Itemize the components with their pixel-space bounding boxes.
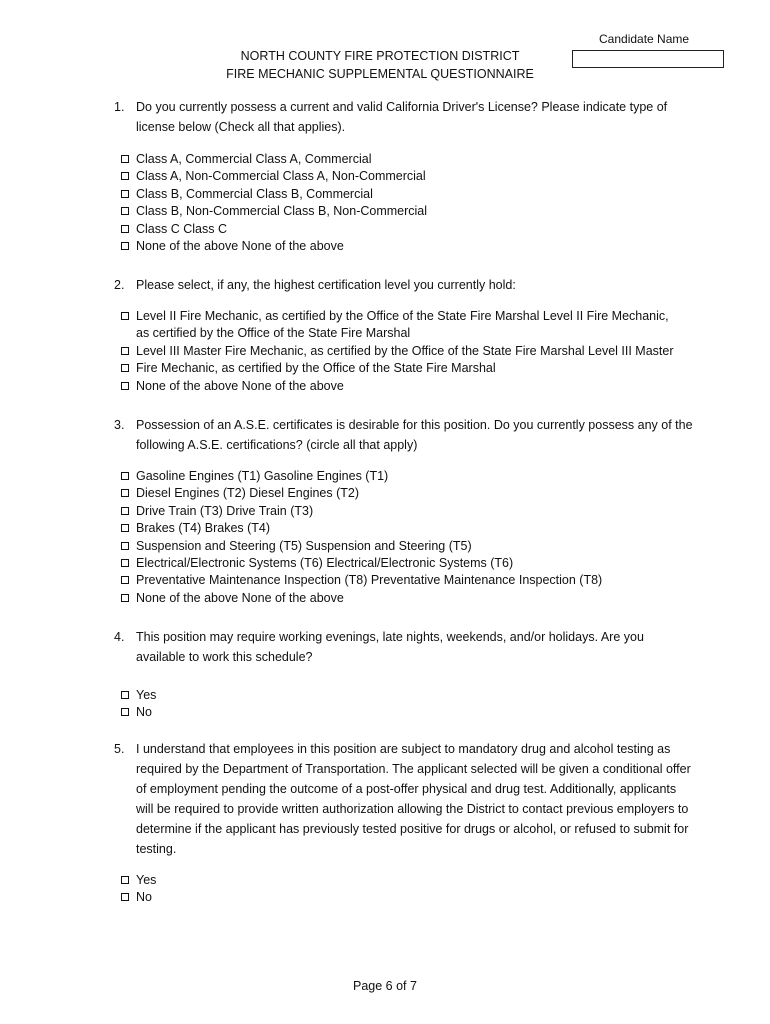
checkbox-icon[interactable] [121, 507, 129, 515]
question-4-options [120, 687, 700, 722]
page-number: Page 6 of 7 [353, 979, 417, 993]
question-4 [114, 627, 694, 667]
checkbox-icon[interactable] [121, 489, 129, 497]
checkbox-icon[interactable] [121, 893, 129, 901]
option-item[interactable] [120, 572, 700, 589]
checkbox-icon[interactable] [121, 225, 129, 233]
checkbox-icon[interactable] [121, 524, 129, 532]
question-number: 3. [114, 418, 125, 432]
checkbox-icon[interactable] [121, 155, 129, 163]
option-item[interactable] [120, 378, 685, 395]
candidate-name-label: Candidate Name [599, 32, 690, 46]
option-item[interactable] [120, 555, 700, 572]
option-label: Class C Class C [136, 221, 227, 236]
option-label: Class B, Non-Commercial Class B, Non-Commercial [136, 204, 428, 219]
option-item[interactable] [120, 520, 700, 537]
option-item[interactable] [120, 687, 700, 704]
option-label: None of the above None of the above [136, 378, 344, 393]
option-label: Drive Train (T3) Drive Train (T3) [136, 503, 314, 518]
option-item[interactable] [120, 503, 700, 520]
checkbox-icon[interactable] [121, 559, 129, 567]
checkbox-icon[interactable] [121, 576, 129, 584]
option-label: Class B, Commercial Class B, Commercial [136, 186, 373, 201]
question-number: 1. [114, 100, 125, 114]
question-text: Possession of an A.S.E. certificates is desirable for this position. Do you currently possess any of the following A.S.E. certifications? (circle all that apply) [136, 418, 693, 452]
option-label: Gasoline Engines (T1) Gasoline Engines (T1) [136, 469, 389, 483]
question-text: I understand that employees in this position are subject to mandatory drug and alcohol testing as required by the Department of Transportation. The applicant selected will be given a conditional offer of employment pending the outcome of a post-offer physical and drug test. Additionally, applicants will be required to provide written authorization allowing the District to contact previous employers to determine if the applicant has previously tested positive for drugs or alcohol, or refused to submit for testing. [136, 742, 691, 856]
checkbox-icon[interactable] [121, 542, 129, 550]
option-item[interactable] [120, 221, 700, 238]
option-label: No [136, 705, 152, 720]
option-item[interactable] [120, 186, 700, 203]
option-item[interactable] [120, 872, 700, 889]
question-1 [114, 97, 694, 137]
question-1-options [120, 151, 700, 255]
question-2 [114, 275, 694, 295]
option-label: Yes [136, 873, 157, 887]
option-item[interactable] [120, 151, 700, 168]
checkbox-icon[interactable] [121, 364, 129, 372]
checkbox-icon[interactable] [121, 347, 129, 355]
option-item[interactable] [120, 168, 700, 185]
header-line-1: NORTH COUNTY FIRE PROTECTION DISTRICT [240, 49, 520, 63]
checkbox-icon[interactable] [121, 708, 129, 716]
question-5-options [120, 872, 700, 907]
checkbox-icon[interactable] [121, 382, 129, 390]
question-number: 4. [114, 630, 125, 644]
question-5 [114, 739, 694, 859]
option-item[interactable] [120, 704, 700, 721]
option-label: Diesel Engines (T2) Diesel Engines (T2) [136, 486, 360, 501]
checkbox-icon[interactable] [121, 691, 129, 699]
checkbox-icon[interactable] [121, 594, 129, 602]
question-number: 5. [114, 742, 125, 756]
question-3-options [120, 468, 700, 607]
checkbox-icon[interactable] [121, 472, 129, 480]
option-label: Yes [136, 688, 157, 702]
option-label: Class A, Non-Commercial Class A, Non-Commercial [136, 169, 426, 184]
option-item[interactable] [120, 538, 700, 555]
document-header [0, 47, 770, 83]
option-label: No [136, 890, 152, 905]
option-label: Level II Fire Mechanic, as certified by the Office of the State Fire Marshal Level II Fire Mechanic, as certified by the Office of the State Fire Marshal [136, 309, 669, 341]
question-text: Please select, if any, the highest certification level you currently hold: [136, 278, 516, 292]
checkbox-icon[interactable] [121, 876, 129, 884]
checkbox-icon[interactable] [121, 172, 129, 180]
question-3 [114, 415, 694, 455]
question-number: 2. [114, 278, 125, 292]
option-item[interactable] [120, 468, 700, 485]
option-label: Brakes (T4) Brakes (T4) [136, 521, 271, 536]
option-label: Preventative Maintenance Inspection (T8) Preventative Maintenance Inspection (T8) [136, 573, 603, 588]
option-label: Class A, Commercial Class A, Commercial [136, 152, 372, 166]
option-label: None of the above None of the above [136, 239, 344, 254]
checkbox-icon[interactable] [121, 242, 129, 250]
option-label: Electrical/Electronic Systems (T6) Electrical/Electronic Systems (T6) [136, 556, 514, 571]
option-label: None of the above None of the above [136, 590, 344, 605]
option-item[interactable] [120, 203, 700, 220]
option-label: Fire Mechanic, as certified by the Office of the State Fire Marshal [136, 361, 496, 376]
question-text: Do you currently possess a current and valid California Driver's License? Please indicate type of license below (Check all that applies). [136, 100, 668, 134]
option-item[interactable] [120, 238, 700, 255]
option-label: Suspension and Steering (T5) Suspension and Steering (T5) [136, 538, 472, 553]
option-label: Level III Master Fire Mechanic, as certified by the Office of the State Fire Marshal Level III Master [136, 343, 674, 358]
option-item[interactable] [120, 485, 700, 502]
option-item[interactable] [120, 308, 685, 343]
checkbox-icon[interactable] [121, 207, 129, 215]
header-line-2: FIRE MECHANIC SUPPLEMENTAL QUESTIONNAIRE [226, 67, 534, 81]
option-item[interactable] [120, 343, 685, 360]
checkbox-icon[interactable] [121, 312, 129, 320]
option-item[interactable] [120, 889, 700, 906]
question-text: This position may require working evenings, late nights, weekends, and/or holidays. Are you available to work this schedule? [136, 630, 644, 664]
question-2-options [120, 308, 685, 395]
option-item[interactable] [120, 360, 685, 377]
option-item[interactable] [120, 590, 700, 607]
checkbox-icon[interactable] [121, 190, 129, 198]
